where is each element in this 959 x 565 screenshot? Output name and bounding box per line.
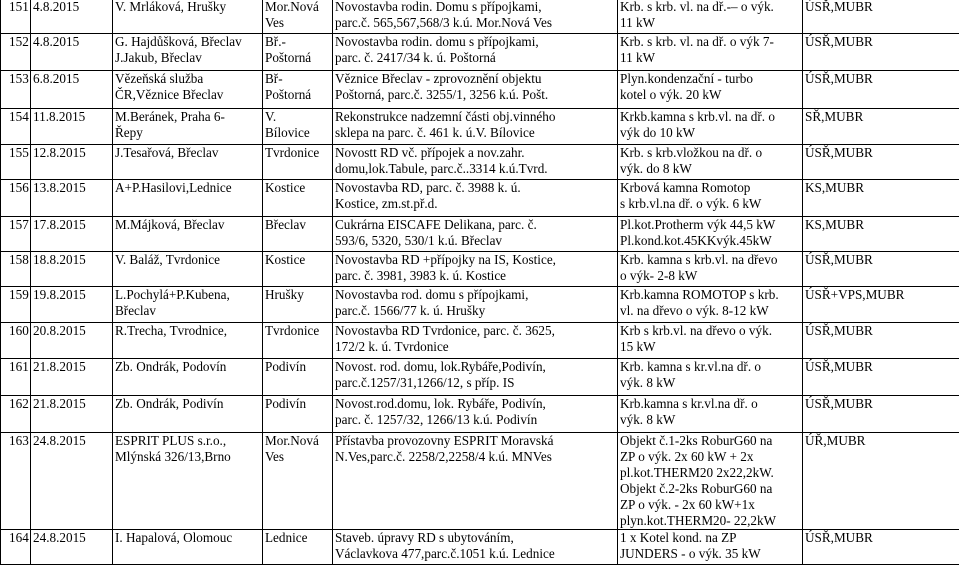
row-place: Mor.Nová Ves (263, 0, 333, 34)
row-date: 21.8.2015 (31, 359, 113, 396)
row-client: G. Hajdůšková, Břeclav J.Jakub, Břeclav (113, 34, 263, 71)
row-number: 153 (1, 71, 31, 109)
table-row (1, 287, 959, 323)
row-heating: Krb s krb.vl. na dřevo o výk. 15 kW (618, 323, 803, 359)
row-description: Rekonstrukce nadzemní části obj.vinného sklepa na parc. č. 461 k. ú.V. Bílovice (333, 109, 618, 145)
row-heating: Pl.kot.Protherm výk 44,5 kW Pl.kond.kot.45KKvýk.45kW (618, 217, 803, 252)
row-description: Novostavba RD, parc. č. 3988 k. ú. Kostice, zm.st.př.d. (333, 180, 618, 217)
row-number: 163 (1, 433, 31, 530)
table-row (1, 0, 959, 34)
row-heating: Krbová kamna Romotop s krb.vl.na dř. o výk. 6 kW (618, 180, 803, 217)
row-place: V. Bílovice (263, 109, 333, 145)
row-heating: Objekt č.1-2ks RoburG60 na ZP o výk. 2x 60 kW + 2x pl.kot.THERM20 2x22,2kW. Objekt č.2-2ks RoburG60 na ZP o výk. - 2x 60 kW+1x plyn.kot.THERM20- 22,2kW (618, 433, 803, 530)
row-place: Tvrdonice (263, 323, 333, 359)
row-date: 18.8.2015 (31, 252, 113, 287)
table-row (1, 145, 959, 180)
row-heating: Krb.kamna ROMOTOP s krb. vl. na dřevo o výk. 8-12 kW (618, 287, 803, 323)
row-date: 13.8.2015 (31, 180, 113, 217)
row-number: 155 (1, 145, 31, 180)
row-authority: ÚSŘ,MUBR (803, 359, 959, 396)
table-row (1, 71, 959, 109)
row-number: 158 (1, 252, 31, 287)
row-description: Novostt RD vč. přípojek a nov.zahr. domu,lok.Tabule, parc.č..3314 k.ú.Tvrd. (333, 145, 618, 180)
row-heating: 1 x Kotel kond. na ZP JUNDERS - o výk. 35 kW (618, 530, 803, 565)
row-client: J.Tesařová, Břeclav (113, 145, 263, 180)
row-client: L.Pochylá+P.Kubena, Břeclav (113, 287, 263, 323)
row-date: 19.8.2015 (31, 287, 113, 323)
table-row (1, 396, 959, 433)
row-heating: Plyn.kondenzační - turbo kotel o výk. 20 kW (618, 71, 803, 109)
row-place: Lednice (263, 530, 333, 565)
row-place: Bř- Poštorná (263, 71, 333, 109)
row-authority: KS,MUBR (803, 180, 959, 217)
row-heating: Krkb.kamna s krb.vl. na dř. o výk do 10 kW (618, 109, 803, 145)
row-date: 4.8.2015 (31, 34, 113, 71)
row-date: 6.8.2015 (31, 71, 113, 109)
row-client: Vězeňská služba ČR,Věznice Břeclav (113, 71, 263, 109)
table-row (1, 252, 959, 287)
row-authority: ÚSŘ+VPS,MUBR (803, 287, 959, 323)
row-authority: ÚSŘ,MUBR (803, 34, 959, 71)
row-authority: ÚSŘ,MUBR (803, 323, 959, 359)
row-place: Kostice (263, 252, 333, 287)
row-authority: ÚSŘ,MUBR (803, 252, 959, 287)
row-description: Novostavba rodin. domu s přípojkami, parc. č. 2417/34 k. ú. Poštorná (333, 34, 618, 71)
row-date: 4.8.2015 (31, 0, 113, 34)
row-number: 164 (1, 530, 31, 565)
row-date: 11.8.2015 (31, 109, 113, 145)
row-number: 152 (1, 34, 31, 71)
row-client: I. Hapalová, Olomouc (113, 530, 263, 565)
row-description: Novost. rod. domu, lok.Rybáře,Podivín, parc.č.1257/31,1266/12, s příp. IS (333, 359, 618, 396)
row-number: 156 (1, 180, 31, 217)
row-place: Mor.Nová Ves (263, 433, 333, 530)
row-number: 151 (1, 0, 31, 34)
row-number: 154 (1, 109, 31, 145)
row-authority: ÚSŘ,MUBR (803, 396, 959, 433)
row-description: Přístavba provozovny ESPRIT Moravská N.Ves,parc.č. 2258/2,2258/4 k.ú. MNVes (333, 433, 618, 530)
row-description: Cukrárna EISCAFE Delikana, parc. č. 593/6, 5320, 530/1 k.ú. Břeclav (333, 217, 618, 252)
table-row (1, 530, 959, 565)
row-number: 160 (1, 323, 31, 359)
row-authority: ÚSŘ,MUBR (803, 530, 959, 565)
row-heating: Krb. kamna s krb.vl. na dřevo o výk- 2-8 kW (618, 252, 803, 287)
table-row (1, 109, 959, 145)
table-row (1, 323, 959, 359)
row-number: 157 (1, 217, 31, 252)
row-number: 161 (1, 359, 31, 396)
row-place: Tvrdonice (263, 145, 333, 180)
row-date: 24.8.2015 (31, 433, 113, 530)
row-client: V. Mrláková, Hrušky (113, 0, 263, 34)
row-description: Novostavba rodin. Domu s přípojkami, parc.č. 565,567,568/3 k.ú. Mor.Nová Ves (333, 0, 618, 34)
row-client: A+P.Hasilovi,Lednice (113, 180, 263, 217)
row-client: M.Májková, Břeclav (113, 217, 263, 252)
row-client: ESPRIT PLUS s.r.o., Mlýnská 326/13,Brno (113, 433, 263, 530)
row-date: 17.8.2015 (31, 217, 113, 252)
table-row (1, 180, 959, 217)
row-heating: Krb. s krb. vl. na dř.-– o výk. 11 kW (618, 0, 803, 34)
row-description: Staveb. úpravy RD s ubytováním, Václavkova 477,parc.č.1051 k.ú. Lednice (333, 530, 618, 565)
row-authority: ÚSŘ,MUBR (803, 145, 959, 180)
row-date: 21.8.2015 (31, 396, 113, 433)
row-heating: Krb.kamna s kr.vl.na dř. o výk. 8 kW (618, 396, 803, 433)
row-heating: Krb. s krb.vložkou na dř. o výk. do 8 kW (618, 145, 803, 180)
row-heating: Krb. kamna s kr.vl.na dř. o výk. 8 kW (618, 359, 803, 396)
row-client: R.Trecha, Tvrodnice, (113, 323, 263, 359)
row-date: 24.8.2015 (31, 530, 113, 565)
row-client: Zb. Ondrák, Podivín (113, 396, 263, 433)
row-description: Novost.rod.domu, lok. Rybáře, Podivín, parc. č. 1257/32, 1266/13 k.ú. Podivín (333, 396, 618, 433)
row-date: 20.8.2015 (31, 323, 113, 359)
row-place: Bř.- Poštorná (263, 34, 333, 71)
row-authority: ÚSŘ,MUBR (803, 0, 959, 34)
row-place: Kostice (263, 180, 333, 217)
table-row (1, 359, 959, 396)
row-description: Novostavba rod. domu s přípojkami, parc.č. 1566/77 k. ú. Hrušky (333, 287, 618, 323)
row-description: Novostavba RD +přípojky na IS, Kostice, parc. č. 3981, 3983 k. ú. Kostice (333, 252, 618, 287)
row-authority: KS,MUBR (803, 217, 959, 252)
row-client: Zb. Ondrák, Podovín (113, 359, 263, 396)
row-heating: Krb. s krb. vl. na dř. o výk 7- 11 kW (618, 34, 803, 71)
row-place: Podivín (263, 396, 333, 433)
table-row (1, 217, 959, 252)
row-number: 162 (1, 396, 31, 433)
row-client: V. Baláž, Tvrdonice (113, 252, 263, 287)
row-authority: ÚŘ,MUBR (803, 433, 959, 530)
row-description: Věznice Břeclav - zprovoznění objektu Poštorná, parc.č. 3255/1, 3256 k.ú. Pošt. (333, 71, 618, 109)
row-place: Hrušky (263, 287, 333, 323)
row-client: M.Beránek, Praha 6- Řepy (113, 109, 263, 145)
row-number: 159 (1, 287, 31, 323)
row-place: Břeclav (263, 217, 333, 252)
row-authority: SŘ,MUBR (803, 109, 959, 145)
row-date: 12.8.2015 (31, 145, 113, 180)
row-place: Podivín (263, 359, 333, 396)
table-row (1, 34, 959, 71)
row-description: Novostavba RD Tvrdonice, parc. č. 3625, 172/2 k. ú. Tvrdonice (333, 323, 618, 359)
row-authority: ÚSŘ,MUBR (803, 71, 959, 109)
table-row (1, 433, 959, 530)
records-table-body (1, 0, 959, 565)
